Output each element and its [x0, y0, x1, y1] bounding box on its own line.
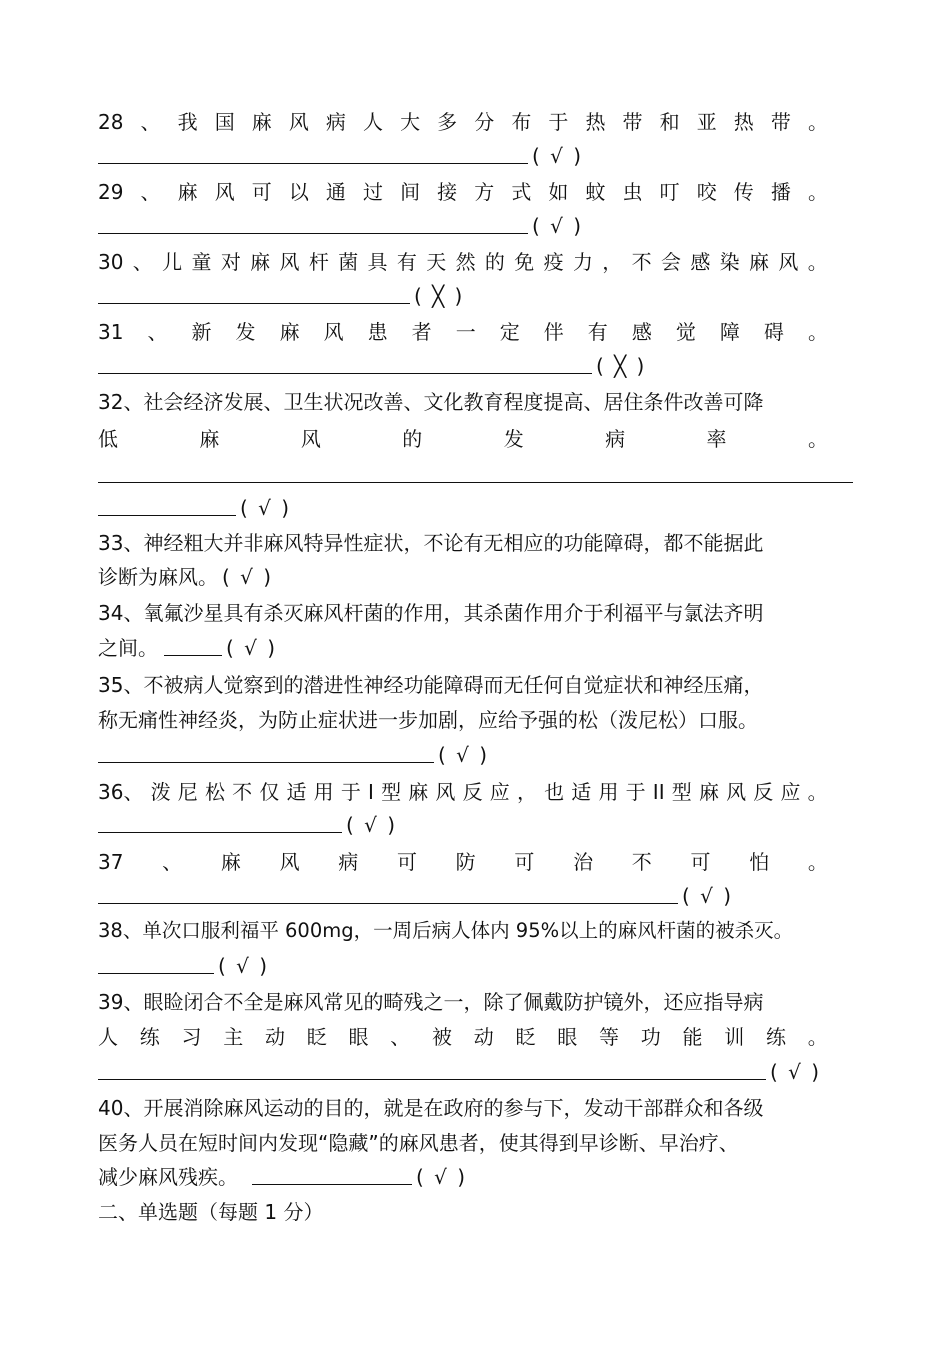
text-char: 仅: [259, 780, 280, 804]
text-char: 、: [147, 320, 168, 344]
text-char: 。: [807, 180, 828, 204]
text-char: 带: [770, 110, 791, 134]
text-char: 发: [503, 427, 524, 451]
text-char: 。: [807, 780, 828, 804]
q38-answer: ( √ ): [218, 954, 270, 978]
answer-blank: [98, 738, 434, 763]
text-char: 分: [474, 110, 495, 134]
text-char: 天: [426, 250, 447, 274]
text-char: 童: [191, 250, 212, 274]
text-char: 泼: [150, 780, 171, 804]
text-char: 风: [323, 320, 344, 344]
text-char: 的: [402, 427, 423, 451]
text-char: 于: [625, 780, 646, 804]
text-char: 儿: [162, 250, 183, 274]
text-char: 疫: [543, 250, 564, 274]
text-char: 麻: [279, 320, 300, 344]
text-char: 觉: [675, 320, 696, 344]
text-char: 风: [435, 780, 456, 804]
q34-answer: ( √ ): [226, 636, 278, 660]
text-char: 31: [98, 320, 124, 344]
q32-line1: 32、社会经济发展、卫生状况改善、文化教育程度提高、居住条件改善可降: [98, 390, 764, 414]
q32-answer-line: [98, 491, 828, 525]
q35-line1: 35、不被病人觉察到的潜进性神经功能障碍而无任何自觉症状和神经压痛，: [98, 673, 764, 697]
q31-text: [98, 315, 828, 349]
q39-answer: ( √ ): [770, 1060, 822, 1084]
text-char: 过: [363, 180, 383, 204]
q39-line2: [98, 1020, 828, 1054]
text-char: 麻: [251, 110, 272, 134]
text-char: 虫: [622, 180, 643, 204]
text-char: 不: [232, 780, 253, 804]
text-char: 患: [367, 320, 388, 344]
q36-answer: ( √ ): [346, 813, 398, 837]
text-char: 动: [473, 1025, 494, 1049]
q32-line2: [98, 422, 828, 456]
text-char: 应: [489, 780, 510, 804]
text-char: 等: [599, 1025, 619, 1049]
text-char: 用: [598, 780, 619, 804]
text-char: 风: [214, 180, 235, 204]
text-char: 于: [548, 110, 569, 134]
text-char: 防: [455, 850, 476, 874]
text-char: 一: [455, 320, 476, 344]
q37-answer-line: [98, 879, 828, 913]
q38-answer-line: [98, 949, 828, 983]
text-char: 间: [400, 180, 421, 204]
text-char: 以: [288, 180, 309, 204]
q31-answer-line: [98, 349, 828, 383]
text-char: 叮: [659, 180, 680, 204]
q30-answer-line: [98, 279, 828, 313]
text-char: 可: [396, 850, 417, 874]
text-char: 的: [484, 250, 505, 274]
text-char: 有: [587, 320, 608, 344]
text-char: 风: [726, 780, 747, 804]
text-char: 麻: [220, 850, 241, 874]
answer-blank: [98, 1055, 766, 1080]
text-char: 菌: [338, 250, 359, 274]
q29-answer-line: [98, 209, 828, 243]
text-char: 可: [690, 850, 711, 874]
text-char: 有: [396, 250, 417, 274]
text-char: 麻: [408, 780, 429, 804]
text-char: ，: [516, 780, 537, 804]
text-char: 麻: [698, 780, 719, 804]
text-char: 力: [572, 250, 593, 274]
text-char: 染: [719, 250, 740, 274]
answer-blank: [98, 139, 528, 164]
text-char: 、: [390, 1025, 411, 1049]
text-char: 风: [288, 110, 309, 134]
text-char: 可: [514, 850, 535, 874]
q29-text: [98, 175, 828, 209]
text-char: 病: [338, 850, 359, 874]
text-char: 风: [778, 250, 799, 274]
text-char: 大: [400, 110, 421, 134]
q28-text: [98, 105, 828, 139]
text-char: 播: [770, 180, 791, 204]
text-char: 如: [548, 180, 569, 204]
text-char: 30: [98, 250, 124, 274]
text-char: 风: [300, 427, 321, 451]
text-char: 眨: [515, 1025, 536, 1049]
text-char: 。: [807, 110, 828, 134]
text-char: 、: [162, 850, 183, 874]
text-char: 伴: [543, 320, 564, 344]
text-char: 和: [659, 110, 680, 134]
q40-line3: [98, 1160, 828, 1194]
text-char: 适: [286, 780, 307, 804]
text-char: 应: [780, 780, 801, 804]
text-char: 被: [432, 1025, 452, 1049]
text-char: 眼: [557, 1025, 578, 1049]
q38-line1: 38、单次口服利福平 600mg，一周后病人体内 95%以上的麻风杆菌的被杀灭。: [98, 919, 794, 942]
text-char: 具: [367, 250, 388, 274]
text-char: 传: [733, 180, 754, 204]
q40-line2: 医务人员在短时间内发现“隐藏”的麻风患者，使其得到早诊断、早治疗、: [98, 1131, 739, 1155]
text-char: 者: [411, 320, 432, 344]
text-char: 松: [204, 780, 225, 804]
text-char: 动: [265, 1025, 285, 1049]
q35-answer-line: [98, 738, 828, 772]
q28-answer: ( √ ): [532, 144, 584, 168]
answer-blank: [98, 349, 592, 374]
text-char: 、: [140, 110, 161, 134]
text-char: 风: [279, 850, 300, 874]
q35-line2: 称无痛性神经炎，为防止症状进一步加剧，应给予强的松（泼尼松）口服。: [98, 708, 758, 732]
text-char: 方: [474, 180, 495, 204]
text-char: 不: [631, 250, 652, 274]
text-char: 接: [437, 180, 458, 204]
text-char: 麻: [177, 180, 198, 204]
text-char: 蚊: [585, 180, 606, 204]
text-char: 通: [325, 180, 346, 204]
text-char: 对: [220, 250, 241, 274]
text-char: 感: [631, 320, 652, 344]
text-char: 也: [544, 780, 565, 804]
text-char: 热: [733, 110, 754, 134]
q29-answer: ( √ ): [532, 214, 584, 238]
q34-line1: 34、氧氟沙星具有杀灭麻风杆菌的作用，其杀菌作用介于利福平与氯法齐明: [98, 601, 764, 625]
text-char: 咬: [696, 180, 717, 204]
text-char: 低: [98, 427, 118, 451]
q31-answer: ( ╳ ): [596, 354, 647, 378]
text-char: II: [652, 780, 665, 804]
text-char: 麻: [199, 427, 220, 451]
text-char: 麻: [250, 250, 271, 274]
text-char: 习: [181, 1025, 202, 1049]
answer-blank: [98, 491, 236, 516]
text-char: 率: [706, 427, 727, 451]
text-char: 用: [313, 780, 334, 804]
q37-answer: ( √ ): [682, 884, 734, 908]
text-char: 。: [807, 320, 828, 344]
text-char: 功: [640, 1025, 661, 1049]
text-char: 热: [585, 110, 606, 134]
text-char: 型: [671, 780, 692, 804]
text-char: 杆: [308, 250, 329, 274]
q36-answer-line: [98, 808, 828, 842]
text-char: 能: [682, 1025, 703, 1049]
text-char: 。: [807, 850, 828, 874]
text-char: 带: [622, 110, 643, 134]
section-heading: 二、单选题（每题 1 分）: [98, 1200, 324, 1224]
q34-line2: [98, 631, 828, 665]
q39-line1: 39、眼睑闭合不全是麻风常见的畸残之一，除了佩戴防护镜外，还应指导病: [98, 990, 764, 1014]
text-char: 式: [511, 180, 532, 204]
text-char: 亚: [696, 110, 717, 134]
text-char: 多: [437, 110, 458, 134]
answer-blank: [164, 631, 222, 656]
q33-line1: 33、神经粗大并非麻风特异性症状，不论有无相应的功能障碍，都不能据此: [98, 531, 764, 555]
q28-answer-line: [98, 139, 828, 173]
text-char: 我: [177, 110, 198, 134]
text-char: 不: [631, 850, 652, 874]
text-char: 碍: [763, 320, 784, 344]
q40-line3-text: 减少麻风残疾。: [98, 1165, 238, 1189]
q33-line2-text: 诊断为麻风。: [98, 565, 218, 589]
full-width-blank: [98, 482, 853, 483]
text-char: 发: [235, 320, 256, 344]
text-char: 障: [719, 320, 740, 344]
text-char: 。: [807, 250, 828, 274]
text-char: 、: [140, 180, 161, 204]
text-char: 眨: [306, 1025, 327, 1049]
text-char: 反: [753, 780, 774, 804]
text-char: 练: [766, 1025, 786, 1049]
text-char: 于: [340, 780, 361, 804]
q30-text: [98, 245, 828, 279]
text-char: 病: [605, 427, 626, 451]
text-char: 37: [98, 850, 124, 874]
text-char: I: [368, 780, 374, 804]
text-char: 病: [325, 110, 346, 134]
text-char: 怕: [749, 850, 770, 874]
text-char: 。: [807, 427, 828, 451]
text-char: 型: [381, 780, 402, 804]
q35-answer: ( √ ): [438, 743, 490, 767]
text-char: 风: [279, 250, 300, 274]
q30-answer: ( ╳ ): [414, 284, 465, 308]
text-char: 练: [139, 1025, 160, 1049]
text-char: 会: [660, 250, 681, 274]
text-char: ，: [602, 250, 623, 274]
text-char: 治: [573, 850, 594, 874]
text-char: 主: [223, 1025, 244, 1049]
text-char: 定: [499, 320, 520, 344]
answer-blank: [98, 808, 342, 833]
text-char: 适: [571, 780, 592, 804]
text-char: 免: [514, 250, 535, 274]
text-char: 然: [455, 250, 476, 274]
text-char: 29: [98, 180, 124, 204]
q34-line2-text: 之间。: [98, 636, 158, 660]
q33-answer: ( √ ): [222, 565, 274, 589]
answer-blank: [98, 279, 410, 304]
text-char: 人: [98, 1025, 118, 1049]
text-char: 、: [132, 250, 153, 274]
q33-line2: [98, 560, 828, 594]
text-char: 28: [98, 110, 124, 134]
text-char: 国: [214, 110, 235, 134]
text-char: 可: [251, 180, 272, 204]
q40-answer: ( √ ): [416, 1165, 468, 1189]
q39-answer-line: [98, 1055, 858, 1089]
text-char: 。: [807, 1025, 828, 1049]
text-char: 新: [191, 320, 212, 344]
text-char: 感: [690, 250, 711, 274]
q37-text: [98, 845, 828, 879]
text-char: 36、: [98, 780, 144, 804]
answer-blank: [98, 879, 678, 904]
text-char: 麻: [749, 250, 770, 274]
answer-blank: [98, 209, 528, 234]
text-char: 人: [363, 110, 383, 134]
q36-text: [98, 775, 828, 809]
text-char: 眼: [348, 1025, 369, 1049]
q40-line1: 40、开展消除麻风运动的目的，就是在政府的参与下，发动干部群众和各级: [98, 1096, 764, 1120]
answer-blank: [252, 1160, 412, 1185]
text-char: 反: [462, 780, 483, 804]
text-char: 训: [724, 1025, 745, 1049]
q32-answer: ( √ ): [240, 496, 292, 520]
text-char: 尼: [177, 780, 198, 804]
text-char: 布: [511, 110, 532, 134]
answer-blank: [98, 949, 214, 974]
